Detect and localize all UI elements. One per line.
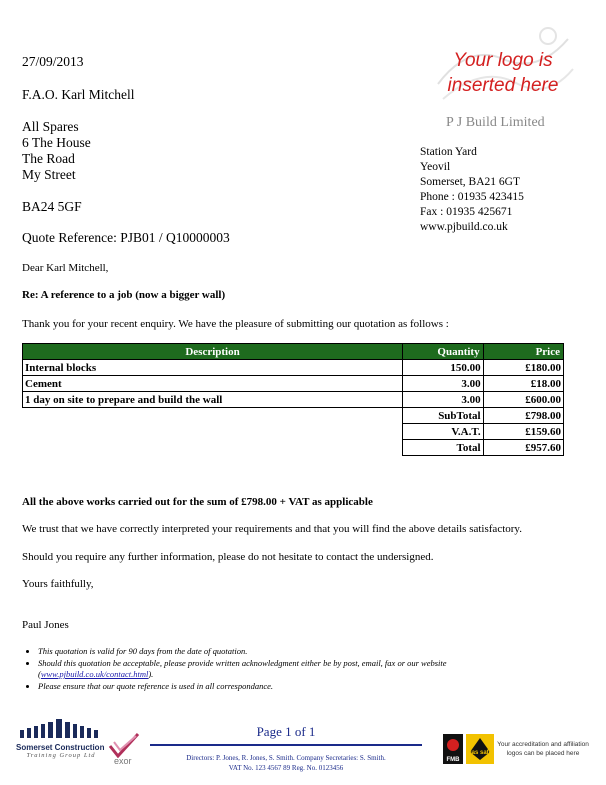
list-item bbox=[38, 658, 544, 681]
note-paren: ( bbox=[38, 669, 41, 679]
footer-registration: VAT No. 123 4567 89 Reg. No. 0123456 bbox=[228, 764, 344, 772]
company-website[interactable]: www.pjbuild.co.uk bbox=[420, 221, 508, 233]
subtotal-value: £798.00 bbox=[483, 408, 563, 424]
fmb-logo bbox=[443, 734, 463, 764]
contact-link[interactable]: www.pjbuild.co.uk/contact.html bbox=[40, 669, 149, 679]
quotation-table bbox=[22, 343, 564, 456]
item-quantity: 3.00 bbox=[403, 392, 484, 408]
page-number: Page 1 of 1 bbox=[256, 724, 316, 739]
fao-line: F.A.O. Karl Mitchell bbox=[22, 87, 135, 102]
exor-check-icon bbox=[106, 732, 142, 758]
accreditation-note: Your accreditation and affiliation logos can be placed here bbox=[497, 741, 589, 757]
gas-safe-badge-icon bbox=[466, 734, 494, 764]
total-value: £957.60 bbox=[483, 440, 563, 456]
logo-placeholder-text bbox=[428, 48, 578, 98]
footer-company-info bbox=[150, 753, 422, 773]
subject-line: Re: A reference to a job (now a bigger wall) bbox=[22, 289, 226, 301]
somerset-logo-sub: Training Group Ltd bbox=[26, 752, 96, 759]
item-price: £180.00 bbox=[483, 360, 563, 376]
exor-logo bbox=[106, 732, 142, 768]
gas-safe-label: gas safe bbox=[467, 750, 493, 756]
exor-label: exor bbox=[114, 756, 132, 766]
totals-row bbox=[23, 424, 564, 440]
footer-divider bbox=[150, 744, 422, 746]
totals-row bbox=[23, 440, 564, 456]
company-address-line: Yeovil bbox=[420, 161, 451, 173]
fmb-badge-icon bbox=[443, 734, 463, 764]
total-label: Total bbox=[403, 440, 484, 456]
item-price: £18.00 bbox=[483, 376, 563, 392]
company-address-line: Somerset, BA21 6GT bbox=[420, 176, 520, 188]
vat-label: V.A.T. bbox=[403, 424, 484, 440]
subtotal-label: SubTotal bbox=[403, 408, 484, 424]
company-fax: Fax : 01935 425671 bbox=[420, 206, 513, 218]
notes-list-container bbox=[24, 646, 544, 692]
company-address-line: Station Yard bbox=[420, 146, 477, 158]
column-header-quantity: Quantity bbox=[403, 344, 484, 360]
recipient-line: 6 The House bbox=[22, 135, 91, 150]
list-item bbox=[38, 681, 544, 693]
letter-date: 27/09/2013 bbox=[22, 54, 84, 69]
recipient-address bbox=[22, 119, 91, 183]
fmb-label: FMB bbox=[446, 757, 460, 763]
logo-area bbox=[428, 24, 578, 109]
column-header-description: Description bbox=[23, 344, 403, 360]
recipient-line: The Road bbox=[22, 151, 75, 166]
totals-row bbox=[23, 408, 564, 424]
recipient-postcode: BA24 5GF bbox=[22, 199, 82, 214]
company-name: P J Build Limited bbox=[446, 115, 545, 130]
note-text: Please ensure that our quote reference is used in all correspondance. bbox=[38, 680, 274, 691]
signatory: Paul Jones bbox=[22, 619, 69, 631]
footer-directors: Directors: P. Jones, R. Jones, S. Smith. Company Secretaries: S. Smith. bbox=[186, 754, 386, 762]
table-row bbox=[23, 392, 564, 408]
item-quantity: 150.00 bbox=[403, 360, 484, 376]
logo-line: Your logo is bbox=[453, 50, 553, 71]
column-header-price: Price bbox=[483, 344, 563, 360]
item-description: Cement bbox=[23, 376, 403, 392]
recipient-line: My Street bbox=[22, 167, 76, 182]
company-address bbox=[420, 145, 524, 235]
somerset-construction-logo bbox=[16, 716, 106, 766]
item-description: 1 day on site to prepare and build the wall bbox=[23, 392, 403, 408]
table-row bbox=[23, 376, 564, 392]
logo-line: inserted here bbox=[447, 75, 559, 96]
table-header-row bbox=[23, 344, 564, 360]
item-quantity: 3.00 bbox=[403, 376, 484, 392]
building-bars-icon bbox=[16, 716, 106, 738]
quote-reference: Quote Reference: PJB01 / Q10000003 bbox=[22, 230, 230, 245]
list-item bbox=[38, 646, 544, 658]
table-row bbox=[23, 360, 564, 376]
summary-line: All the above works carried out for the sum of £798.00 + VAT as applicable bbox=[22, 496, 373, 508]
item-description: Internal blocks bbox=[23, 360, 403, 376]
note-text: This quotation is valid for 90 days from the date of quotation. bbox=[38, 646, 248, 656]
somerset-logo-name: Somerset Construction bbox=[16, 743, 105, 752]
note-text: Should this quotation be acceptable, please provide written acknowledgment either be by post, email, fax or our website bbox=[38, 657, 447, 668]
company-phone: Phone : 01935 423415 bbox=[420, 191, 524, 203]
notes-list bbox=[24, 646, 544, 692]
greeting: Dear Karl Mitchell, bbox=[22, 262, 109, 274]
note-paren: ). bbox=[148, 669, 154, 679]
recipient-line: All Spares bbox=[22, 119, 79, 134]
gas-safe-logo bbox=[466, 734, 494, 764]
closing: Yours faithfully, bbox=[22, 578, 94, 590]
vat-value: £159.60 bbox=[483, 424, 563, 440]
item-price: £600.00 bbox=[483, 392, 563, 408]
contact-line: Should you require any further information, please do not hesitate to contact the undersigned. bbox=[22, 551, 434, 563]
trust-line: We trust that we have correctly interpreted your requirements and that you will find the above details satisfactory. bbox=[22, 523, 522, 535]
intro-text: Thank you for your recent enquiry. We have the pleasure of submitting our quotation as follows : bbox=[22, 318, 449, 330]
